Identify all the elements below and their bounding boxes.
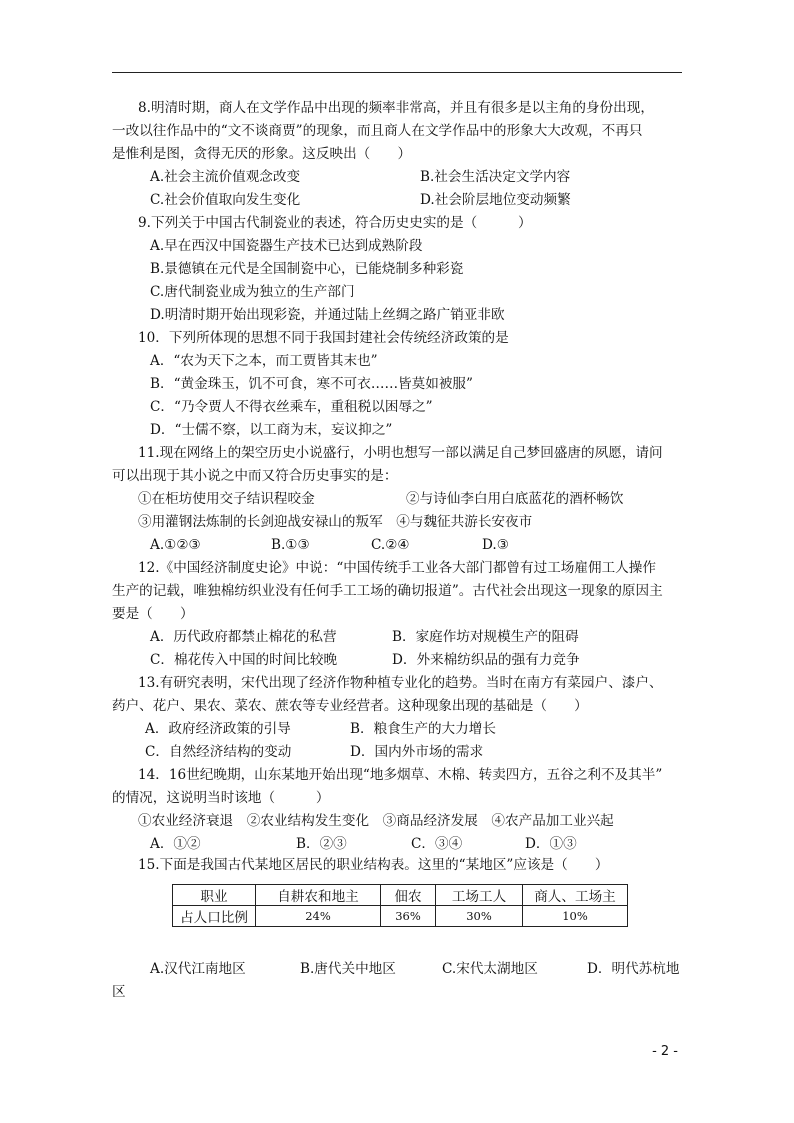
option: D.社会阶层地位变动频繁 [420,192,571,208]
table-cell: 24% [256,906,381,927]
option: C．棉花传入中国的时间比较晚 [150,652,338,668]
text-line: 14．16世纪晚期，山东某地开始出现“地多烟草、木棉、转卖四方，五谷之利不及其半” [138,767,663,783]
text-line: 的情况，这说明当时该地（ ） [112,790,330,806]
option: B．家庭作坊对规模生产的阻碍 [392,629,579,645]
option: D．明代苏杭地 [587,961,680,977]
text-line: 10．下列所体现的思想不同于我国封建社会传统经济政策的是 [138,330,509,346]
option: B.景德镇在元代是全国制瓷中心，已能烧制多种彩瓷 [150,261,464,277]
text-line: 15.下面是我国古代某地区居民的职业结构表。这里的“某地区”应该是（ ） [138,857,609,873]
table-cell: 占人口比例 [173,906,256,927]
option: A．历代政府都禁止棉花的私营 [150,629,337,645]
option: ①在柜坊使用交子结识程咬金 [138,491,315,507]
option: C．③④ [411,836,463,852]
option: B.唐代关中地区 [300,961,396,977]
table-row [173,906,628,927]
table-header-cell: 职业 [173,885,256,906]
page-number: - 2 - [652,1044,678,1059]
text-line: 12.《中国经济制度史论》中说：“中国传统手工业各大部门都曾有过工场雇佣工人操作 [138,560,656,576]
text-line: 一改以往作品中的“文不谈商贾”的现象，而且商人在文学作品中的形象大大改观，不再只 [112,123,643,139]
table-header-cell: 工场工人 [436,885,523,906]
option: C．自然经济结构的变动 [145,744,292,760]
option: ③用灌钢法炼制的长剑迎战安禄山的叛军 ④与魏征共游长安夜市 [138,514,533,530]
text-line: 13.有研究表明，宋代出现了经济作物种植专业化的趋势。当时在南方有菜园户、漆户、 [138,675,663,691]
option: A.①②③ [150,537,201,553]
option: A.社会主流价值观念改变 [150,169,301,185]
text-line: 11.现在网络上的架空历史小说盛行，小明也想写一部以满足自己梦回盛唐的夙愿，请问 [138,445,663,461]
text-line: 可以出现于其小说之中而又符合历史事实的是： [112,468,398,484]
option: C.②④ [371,537,410,553]
option: D.明清时期开始出现彩瓷，并通过陆上丝绸之路广销亚非欧 [150,307,505,323]
option: B.①③ [271,537,310,553]
table-cell: 10% [523,906,628,927]
option: D.③ [482,537,509,553]
table-header-row [173,885,628,906]
table-header-cell: 佃农 [381,885,436,906]
option: A.早在西汉中国瓷器生产技术已达到成熟阶段 [150,238,423,254]
option: A．政府经济政策的引导 [145,721,291,737]
option: B.社会生活决定文学内容 [420,169,571,185]
table-cell: 30% [436,906,523,927]
text-line: 8.明清时期，商人在文学作品中出现的频率非常高，并且有很多是以主角的身份出现， [138,100,654,116]
occupation-table [172,884,628,927]
option: D．外来棉纺织品的强有力竞争 [392,652,580,668]
option: C.唐代制瓷业成为独立的生产部门 [150,284,355,300]
option: ①农业经济衰退 ②农业结构发生变化 ③商品经济发展 ④农产品加工业兴起 [138,813,614,829]
option: C.社会价值取向发生变化 [150,192,301,208]
option: A．“农为天下之本，而工贾皆其末也” [150,353,378,369]
text-line: 要是（ ） [112,606,194,622]
table-cell: 36% [381,906,436,927]
table-header-cell: 商人、工场主 [523,885,628,906]
text-line: 是惟利是图，贪得无厌的形象。这反映出（ ） [112,146,412,162]
option: A．①② [150,836,201,852]
option: B．②③ [296,836,347,852]
header-rule [112,72,682,73]
text-line: 药户、花户、果农、菜农、蔗农等专业经营者。这种现象出现的基础是（ ） [112,698,588,714]
option: ②与诗仙李白用白底蓝花的酒杯畅饮 [406,491,624,507]
option: D．国内外市场的需求 [350,744,484,760]
option: A.汉代江南地区 [150,961,246,977]
option: C．“乃令贾人不得衣丝乘车，重租税以困辱之” [150,399,433,415]
option: 区 [112,984,126,1000]
table-header-cell: 自耕农和地主 [256,885,381,906]
option: B．“黄金珠玉，饥不可食，寒不可衣……皆莫如被服” [150,376,473,392]
option: D．“士儒不察，以工商为末，妄议抑之” [150,422,393,438]
option: C.宋代太湖地区 [442,961,538,977]
text-line: 生产的记载，唯独棉纺织业没有任何手工工场的确切报道”。古代社会出现这一现象的原因主 [112,583,663,599]
option: B．粮食生产的大力增长 [350,721,496,737]
text-line: 9.下列关于中国古代制瓷业的表述，符合历史史实的是（ ） [138,215,532,231]
option: D．①③ [525,836,577,852]
